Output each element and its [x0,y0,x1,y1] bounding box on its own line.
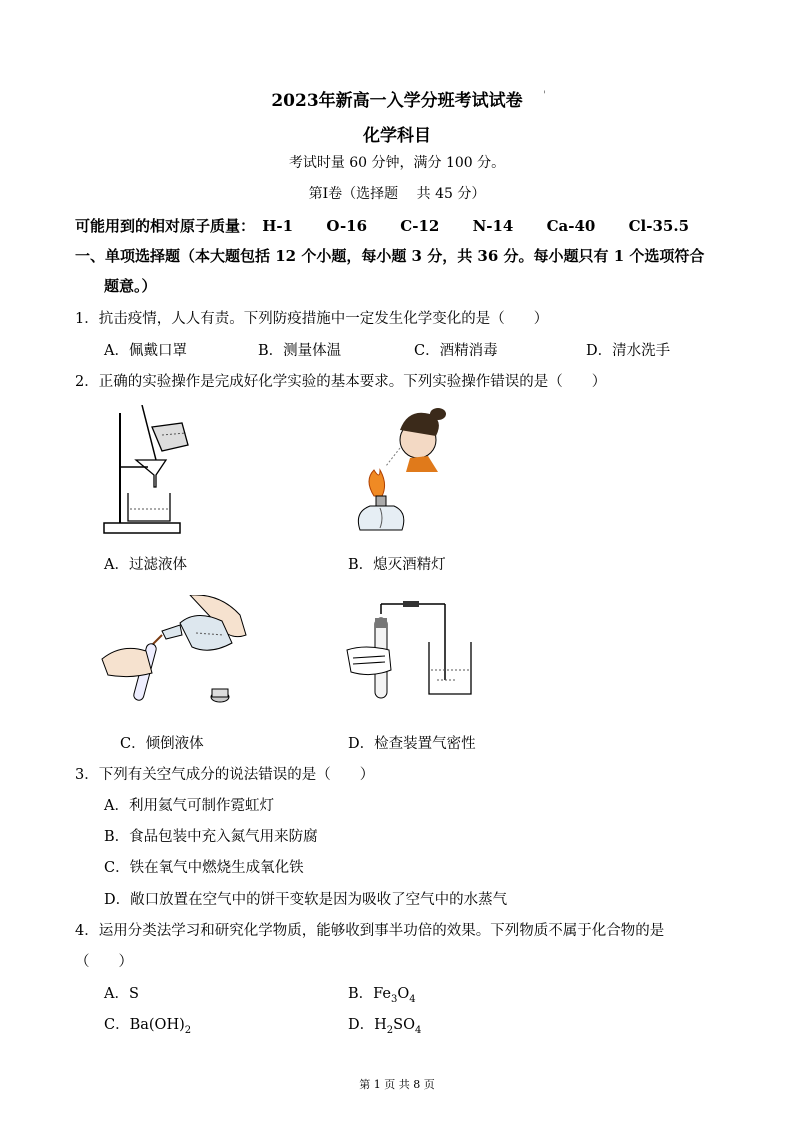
atomic-masses [75,215,717,236]
q4-d-text: D．H [348,1017,387,1033]
exam-title: 2023年新高一入学分班考试试卷 [271,91,523,111]
q3-option-a: A．利用氦气可制作霓虹灯 [104,798,274,814]
q3-option-c: C．铁在氧气中燃烧生成氧化铁 [104,860,304,876]
mass-item: C-12 [400,217,440,235]
section-heading: 一、单项选择题（本大题包括 12 个小题，每小题 3 分，共 36 分。每小题只有 1 个选项符合 [75,247,705,265]
q2-option-d: D．检查装置气密性 [348,736,476,752]
question-4-stem: 4．运用分类法学习和研究化学物质，能够收到事半功倍的效果。下列物质不属于化合物的是 [75,923,665,939]
question-4-stem-cont: （ ） [75,954,133,970]
mass-item: Cl-35.5 [628,217,690,235]
section-heading-cont: 题意。） [104,277,157,295]
q2-option-a: A．过滤液体 [104,557,187,573]
q3-option-b: B．食品包装中充入氮气用来防腐 [104,829,318,845]
q1-option-d: D．清水洗手 [586,343,671,359]
q1-option-c: C．酒精消毒 [414,343,498,359]
mass-item: O-16 [326,217,368,235]
q4-c-text: C．Ba(OH) [104,1017,185,1033]
q4-option-d [348,1013,421,1036]
q4-b-sub: 4 [409,993,416,1005]
question-2-stem: 2．正确的实验操作是完成好化学实验的基本要求。下列实验操作错误的是（ ） [75,374,607,390]
pouring-figure [100,595,250,715]
q3-option-d: D．敞口放置在空气中的饼干变软是因为吸收了空气中的水蒸气 [104,892,508,908]
q2-option-c: C．倾倒液体 [120,736,204,752]
airtightness-figure [345,600,485,710]
mass-item: Ca-40 [546,217,596,235]
question-3-stem: 3．下列有关空气成分的说法错误的是（ ） [75,767,375,783]
q4-b-sub: 3 [391,993,398,1005]
alcohol-lamp-figure [350,400,450,540]
atomic-masses-label: 可能用到的相对原子质量： [75,217,256,235]
q1-option-a: A．佩戴口罩 [104,343,187,359]
exam-info: 考试时量 60 分钟，满分 100 分。 [288,155,506,171]
mass-item: H-1 [262,217,294,235]
q1-option-b: B．测量体温 [258,343,342,359]
q4-option-b [348,982,416,1005]
filtration-figure [100,405,205,540]
q2-option-b: B．熄灭酒精灯 [348,557,446,573]
question-1-stem: 1．抗击疫情，人人有责。下列防疫措施中一定发生化学变化的是（ ） [75,311,549,327]
mass-item: N-14 [472,217,514,235]
page-footer: 第 1 页 共 8 页 [359,1078,435,1091]
q4-option-c [104,1013,191,1036]
stray-mark: ' [543,90,546,101]
q4-b-text: O [397,986,410,1002]
q4-d-sub: 2 [386,1024,394,1036]
q4-d-sub: 4 [414,1024,422,1036]
volume-info: 第Ⅰ卷（选择题 共 45 分） [308,186,486,202]
q4-option-a: A．S [104,986,139,1002]
q4-c-sub: 2 [184,1024,192,1036]
subject-title: 化学科目 [363,126,431,146]
q4-b-text: B．Fe [348,986,392,1002]
q4-d-text: SO [393,1017,415,1033]
